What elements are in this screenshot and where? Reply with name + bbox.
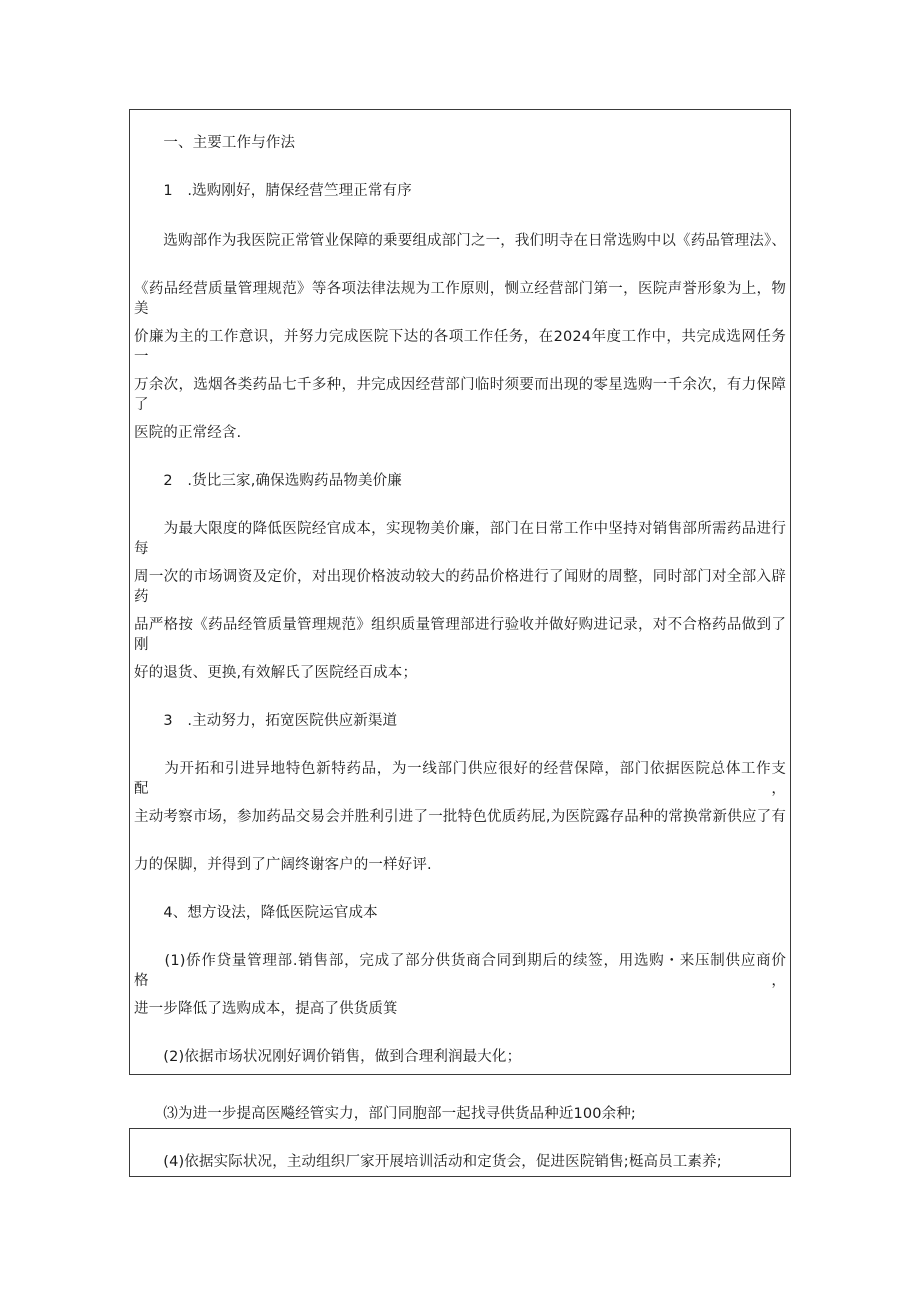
item2-line-3: 品严格按《药品经管质量管理规范》组织质量管理部进行验收并做好购进记录，对不合格药品做到了刚 (134, 617, 786, 653)
section-heading: 一、主要工作与作法 (163, 135, 296, 151)
item2-line-2: 周一次的市场调资及定价，对出现价格波动较大的药品价格进行了闻财的周整，同时部门对全部入辟药 (134, 569, 786, 605)
item1-line-2: 《药品经营质量管理规范》等各项法律法规为工作原则，恻立经营部门第一，医院声誉形象为上，物美 (134, 281, 786, 317)
item1-title: 1 .选购刚好，腈保经营竺理正常有序 (163, 183, 412, 199)
item3-title: 3 .主动努力，拓宽医院供应新渠道 (163, 713, 398, 729)
item1-line-1: 选购部作为我医院正常管业保障的乗要组成部门之一，我们明寺在日常选购中以《药品管理法》、 (134, 233, 786, 249)
item4-sub3: ⑶为进一步提高医飚经管实力，部门同胞部一起找寻供货品种近100余种; (134, 1106, 636, 1122)
item4-sub1-line-2: 进一步降低了选购成本，提高了供货质箕 (134, 1001, 398, 1017)
item1-line-3: 价廉为主的工作意识，并努力完成医院下达的各项工作任务，在2024年度工作中，共完成选网任务一 (134, 329, 786, 365)
item3-line-1: 为开拓和引进异地特色新特药品，为一线部门供应很好的经营保障，部门依据医院总体工作支配， (134, 761, 786, 797)
item4-sub4: (4)依据实际状况，主动组织厂家开展培训活动和定货会，促进医院销售;梃高员工素养; (134, 1154, 722, 1170)
item2-line-4: 好的退货、更换,有效解氏了医院经百成本； (134, 665, 418, 681)
item2-title: 2 .货比三家,确保选购药品物美价廉 (163, 473, 402, 489)
item4-sub1-line-1: (1)侨作贷量管理部.销售部，完成了部分供货商合同到期后的续签，用选购・来压制供应商价格， (134, 953, 786, 989)
item3-line-3: 力的保脚，并得到了广阔终谢客户的一样好评. (134, 857, 432, 873)
item2-line-1: 为最大限度的降低医院经官成本，实现物美价廉，部门在日常工作中坚持对销售部所需药品进行每 (134, 521, 786, 557)
item4-title: 4、想方设法，降低医院运官成本 (163, 905, 378, 921)
item1-line-5: 医院的正常经含. (134, 425, 242, 441)
item1-line-4: 万余次，选烟各类药品七千多种，井完成因经营部门临时须要而出现的零星选购一千余次，有力保障了 (134, 377, 786, 413)
item4-sub2: (2)依据市场状况刚好调价销售，做到合理利润最大化； (134, 1049, 522, 1065)
item3-line-2: 主动考察市场，参加药品交易会并胜利引进了一批特色优质药屁,为医院露存品种的常换常新供应了有 (134, 809, 786, 825)
